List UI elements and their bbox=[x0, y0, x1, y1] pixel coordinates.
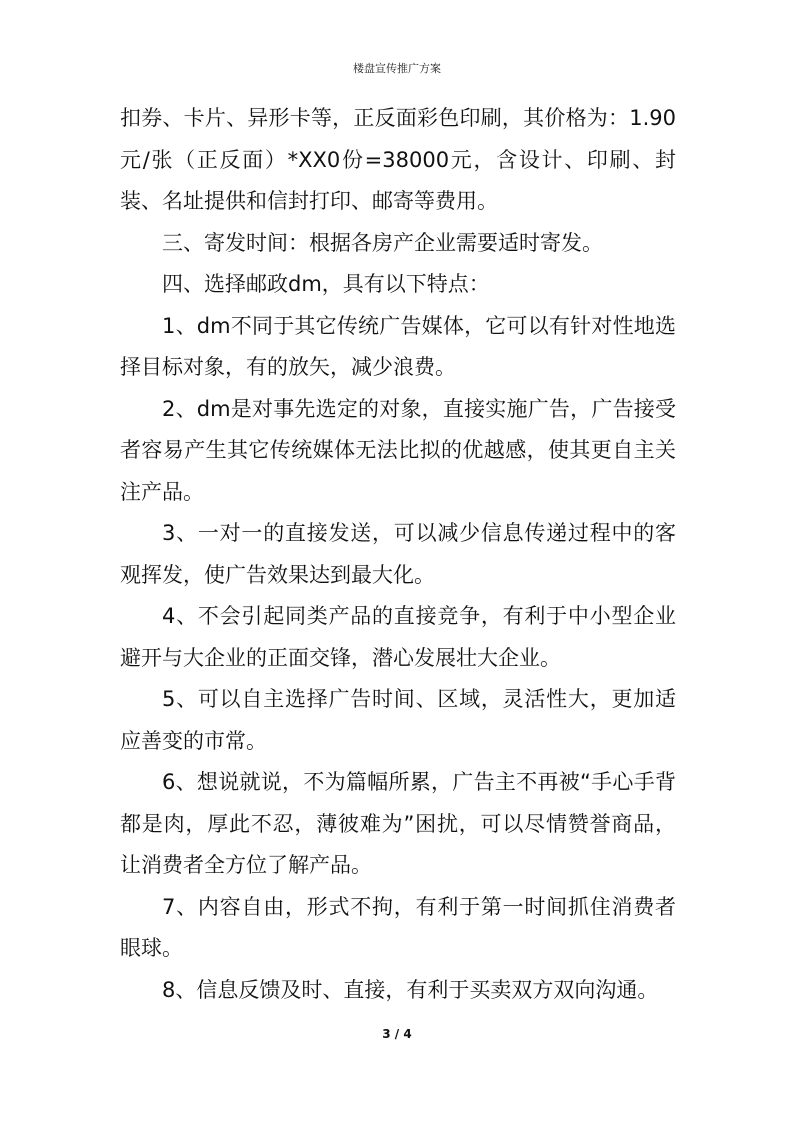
paragraph-feature-6: 6、想说就说，不为篇幅所累，广告主不再被“手心手背都是肉，厚此不忍，薄彼难为”困扰，可以尽情赞誉商品，让消费者全方位了解产品。 bbox=[120, 770, 676, 877]
paragraph-feature-8: 8、信息反馈及时、直接，有利于买卖双方双向沟通。 bbox=[162, 977, 659, 1002]
paragraph-feature-3: 3、一对一的直接发送，可以减少信息传递过程中的客观挥发，使广告效果达到最大化。 bbox=[120, 521, 676, 587]
paragraph-feature-4: 4、不会引起同类产品的直接竞争，有利于中小型企业避开与大企业的正面交锋，潜心发展壮大企业。 bbox=[120, 604, 676, 670]
paragraph-feature-1: 1、dm不同于其它传统广告媒体，它可以有针对性地选择目标对象，有的放矢，减少浪费。 bbox=[120, 313, 676, 379]
page-header-title: 楼盘宣传推广方案 bbox=[353, 62, 441, 75]
paragraph-send-time: 三、寄发时间：根据各房产企业需要适时寄发。 bbox=[162, 230, 603, 255]
paragraph-feature-5: 5、可以自主选择广告时间、区域，灵活性大，更加适应善变的市常。 bbox=[120, 687, 676, 753]
paragraph-dm-features-heading: 四、选择邮政dm，具有以下特点： bbox=[162, 272, 490, 296]
paragraph-feature-2: 2、dm是对事先选定的对象，直接实施广告，广告接受者容易产生其它传统媒体无法比拟的优越感，使其更自主关注产品。 bbox=[120, 396, 676, 504]
paragraph-feature-7: 7、内容自由，形式不拘，有利于第一时间抓住消费者眼球。 bbox=[120, 894, 676, 960]
page-number: 3 / 4 bbox=[382, 1027, 412, 1041]
paragraph-price: 扣券、卡片、异形卡等，正反面彩色印刷，其价格为：1.90元/张（正反面）*XX0份=38000元，含设计、印刷、封装、名址提供和信封打印、邮寄等费用。 bbox=[120, 106, 676, 213]
document-body bbox=[120, 98, 676, 1011]
